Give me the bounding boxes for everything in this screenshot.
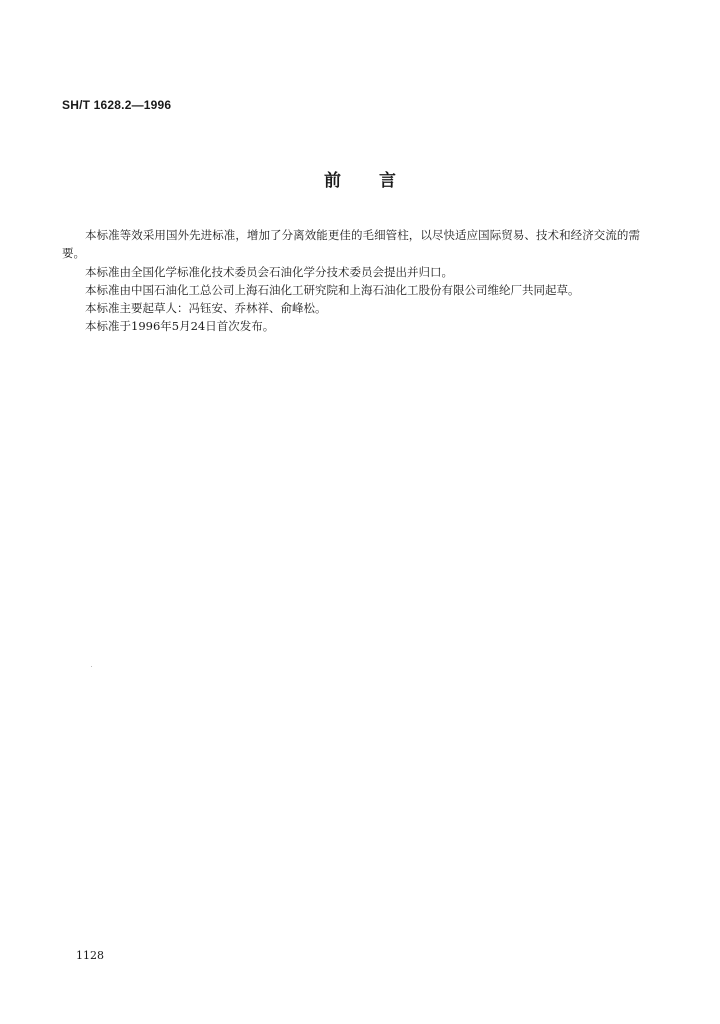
page-title <box>0 166 720 191</box>
paragraph: 本标准主要起草人：冯钰安、乔林祥、俞峰松。 <box>85 301 327 316</box>
scan-speck <box>91 666 92 667</box>
preface-body <box>62 226 640 336</box>
paragraph: 本标准于1996年5月24日首次发布。 <box>85 319 275 334</box>
paragraph: 本标准由中国石油化工总公司上海石油化工研究院和上海石油化工股份有限公司维纶厂共同起草。 <box>85 282 580 297</box>
paragraph: 本标准由全国化学标准化技术委员会石油化学分技术委员会提出并归口。 <box>85 264 453 279</box>
title-char-2: 言 <box>379 171 396 191</box>
title-char-1: 前 <box>324 171 341 191</box>
standard-code: SH/T 1628.2—1996 <box>62 98 172 112</box>
paragraph: 本标准等效采用国外先进标准，增加了分离效能更佳的毛细管柱，以尽快适应国际贸易、技术和经济交流的需要。 <box>62 228 640 261</box>
page-number: 1128 <box>76 949 104 962</box>
